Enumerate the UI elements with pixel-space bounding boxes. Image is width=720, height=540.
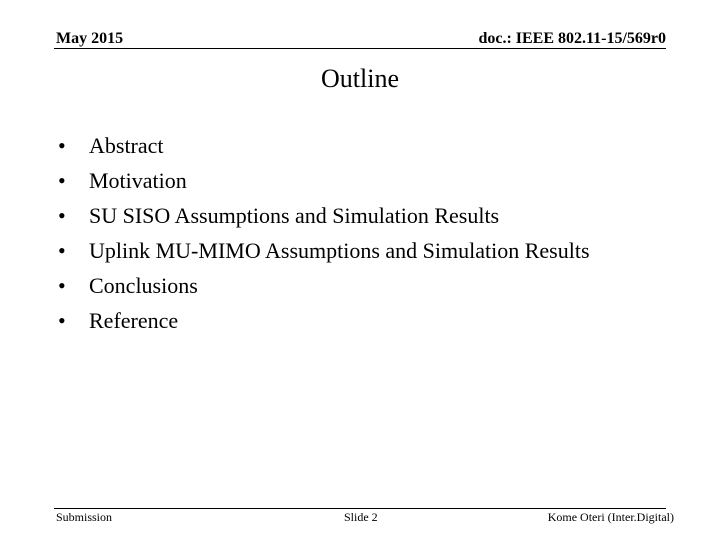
bullet-icon: • — [58, 203, 66, 228]
slide-title: Outline — [321, 64, 399, 93]
footer-submission: Submission — [56, 510, 113, 524]
list-item-text: SU SISO Assumptions and Simulation Results — [89, 203, 500, 228]
bullet-icon: • — [58, 308, 66, 333]
list-item — [56, 235, 636, 267]
list-item-text: Motivation — [89, 168, 187, 193]
bullet-icon: • — [58, 273, 66, 298]
list-item — [56, 305, 636, 337]
footer-slide-number: Slide 2 — [344, 510, 378, 524]
header-date: May 2015 — [56, 30, 124, 47]
list-item-text: Reference — [89, 308, 179, 333]
list-item-text: Abstract — [89, 133, 164, 158]
list-item — [56, 270, 636, 302]
header-doc-id: doc.: IEEE 802.11-15/569r0 — [478, 30, 666, 47]
list-item — [56, 165, 636, 197]
bullet-icon: • — [58, 168, 66, 193]
footer-divider — [54, 508, 666, 509]
list-item-text: Conclusions — [89, 273, 198, 298]
list-item — [56, 200, 636, 232]
header-divider — [54, 48, 666, 49]
list-item-text: Uplink MU-MIMO Assumptions and Simulation Results — [89, 238, 590, 263]
footer-author: Kome Oteri (Inter.Digital) — [547, 510, 674, 524]
outline-list — [56, 130, 636, 340]
bullet-icon: • — [58, 133, 66, 158]
list-item — [56, 130, 636, 162]
bullet-icon: • — [58, 238, 66, 263]
